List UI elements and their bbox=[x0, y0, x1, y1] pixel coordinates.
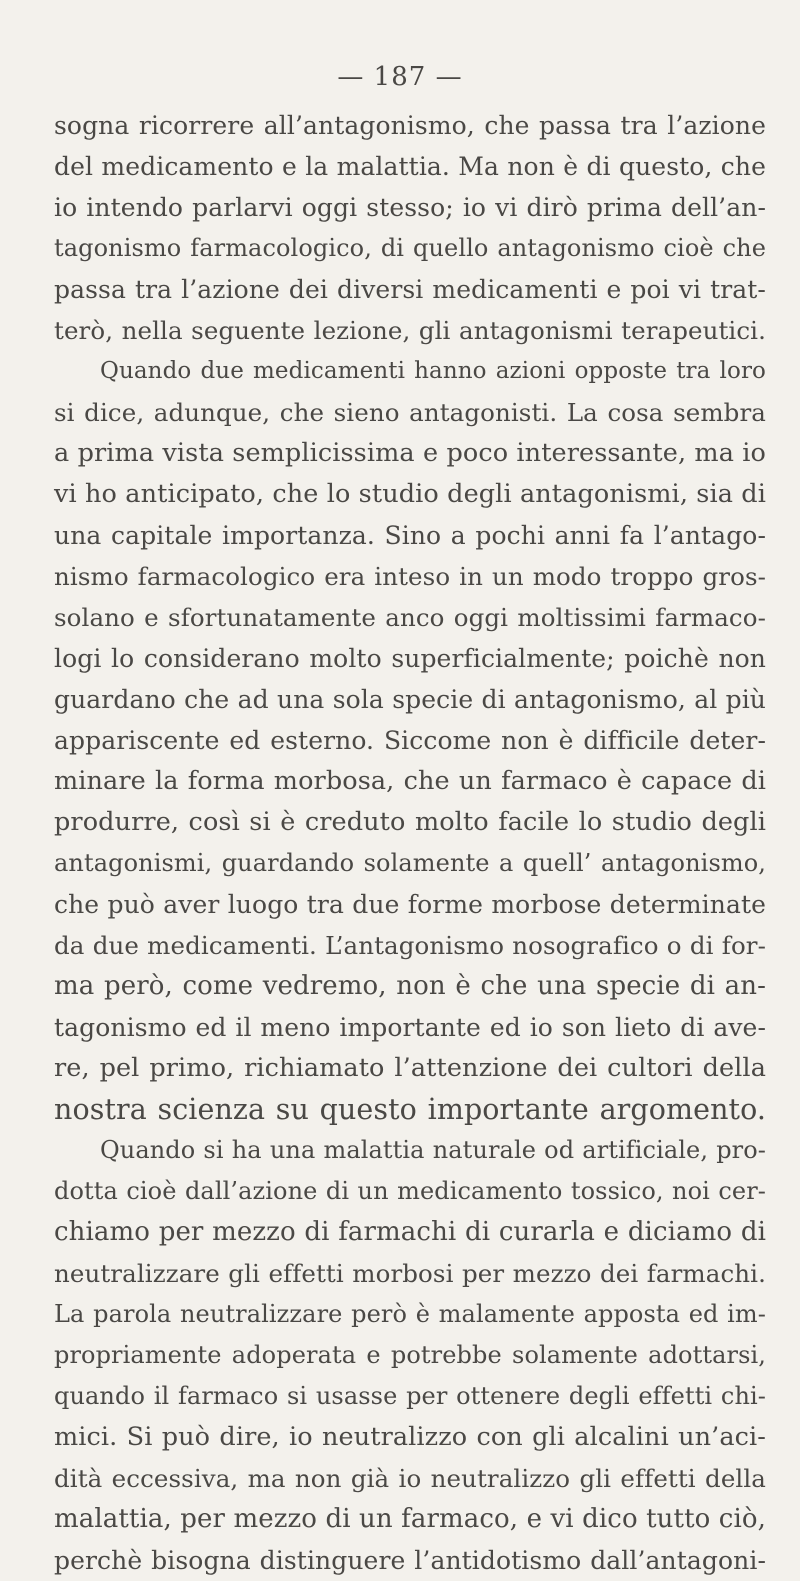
text-line: Quando due medicamenti hanno azioni opposte tra loro bbox=[100, 358, 766, 384]
text-line: appariscente ed esterno. Siccome non è difficile deter- bbox=[54, 726, 766, 755]
text-line: da due medicamenti. L’antagonismo nosografico o di for- bbox=[54, 931, 766, 960]
text-line: tagonismo farmacologico, di quello antagonismo cioè che bbox=[54, 234, 766, 262]
text-line: quando il farmaco si usasse per ottenere degli effetti chi- bbox=[54, 1382, 766, 1410]
text-line: guardano che ad una sola specie di antagonismo, al più bbox=[54, 685, 766, 714]
text-line: nostra scienza su questo importante argomento. bbox=[54, 1093, 766, 1126]
text-line: del medicamento e la malattia. Ma non è di questo, che bbox=[54, 152, 766, 181]
text-line: mici. Si può dire, io neutralizzo con gli alcalini un’aci- bbox=[54, 1422, 766, 1452]
text-line: perchè bisogna distinguere l’antidotismo dall’antagoni- bbox=[54, 1546, 766, 1575]
text-line: minare la forma morbosa, che un farmaco è capace di bbox=[54, 766, 766, 796]
text-line: vi ho anticipato, che lo studio degli antagonismi, sia di bbox=[54, 479, 766, 509]
text-line: chiamo per mezzo di farmachi di curarla e diciamo di bbox=[54, 1217, 766, 1247]
text-line: neutralizzare gli effetti morbosi per mezzo dei farmachi. bbox=[54, 1259, 766, 1288]
text-line: che può aver luogo tra due forme morbose determinate bbox=[54, 890, 766, 919]
text-line: dità eccessiva, ma non già io neutralizzo gli effetti della bbox=[54, 1464, 766, 1493]
text-line: a prima vista semplicissima e poco interessante, ma io bbox=[54, 438, 766, 468]
text-line: tagonismo ed il meno importante ed io son lieto di ave- bbox=[54, 1013, 766, 1042]
text-line: La parola neutralizzare però è malamente apposta ed im- bbox=[54, 1300, 766, 1328]
page-number: — 187 — bbox=[337, 62, 463, 92]
text-line: malattia, per mezzo di un farmaco, e vi dico tutto ciò, bbox=[54, 1504, 766, 1534]
text-line: terò, nella seguente lezione, gli antagonismi terapeutici. bbox=[54, 316, 766, 345]
text-line: ma però, come vedremo, non è che una specie di an- bbox=[54, 971, 766, 1001]
text-line: passa tra l’azione dei diversi medicamenti e poi vi trat- bbox=[54, 275, 766, 304]
text-line: re, pel primo, richiamato l’attenzione dei cultori della bbox=[54, 1053, 766, 1083]
text-line: propriamente adoperata e potrebbe solamente adottarsi, bbox=[54, 1341, 766, 1369]
text-line: io intendo parlarvi oggi stesso; io vi dirò prima dell’an- bbox=[54, 193, 766, 222]
text-line: produrre, così si è creduto molto facile lo studio degli bbox=[54, 807, 766, 837]
text-line: sogna ricorrere all’antagonismo, che passa tra l’azione bbox=[54, 111, 766, 140]
text-line: nismo farmacologico era inteso in un modo troppo gros- bbox=[54, 562, 766, 591]
text-line: antagonismi, guardando solamente a quell’ antagonismo, bbox=[54, 849, 766, 877]
text-line: solano e sfortunatamente anco oggi moltissimi farmaco- bbox=[54, 603, 766, 632]
body-text bbox=[54, 105, 766, 1581]
text-line: dotta cioè dall’azione di un medicamento tossico, noi cer- bbox=[54, 1177, 766, 1205]
text-line: si dice, adunque, che sieno antagonisti. La cosa sembra bbox=[54, 398, 766, 427]
text-line: Quando si ha una malattia naturale od artificiale, pro- bbox=[100, 1136, 766, 1164]
text-line: una capitale importanza. Sino a pochi anni fa l’antago- bbox=[54, 521, 766, 550]
text-line: logi lo considerano molto superficialmente; poichè non bbox=[54, 644, 766, 673]
